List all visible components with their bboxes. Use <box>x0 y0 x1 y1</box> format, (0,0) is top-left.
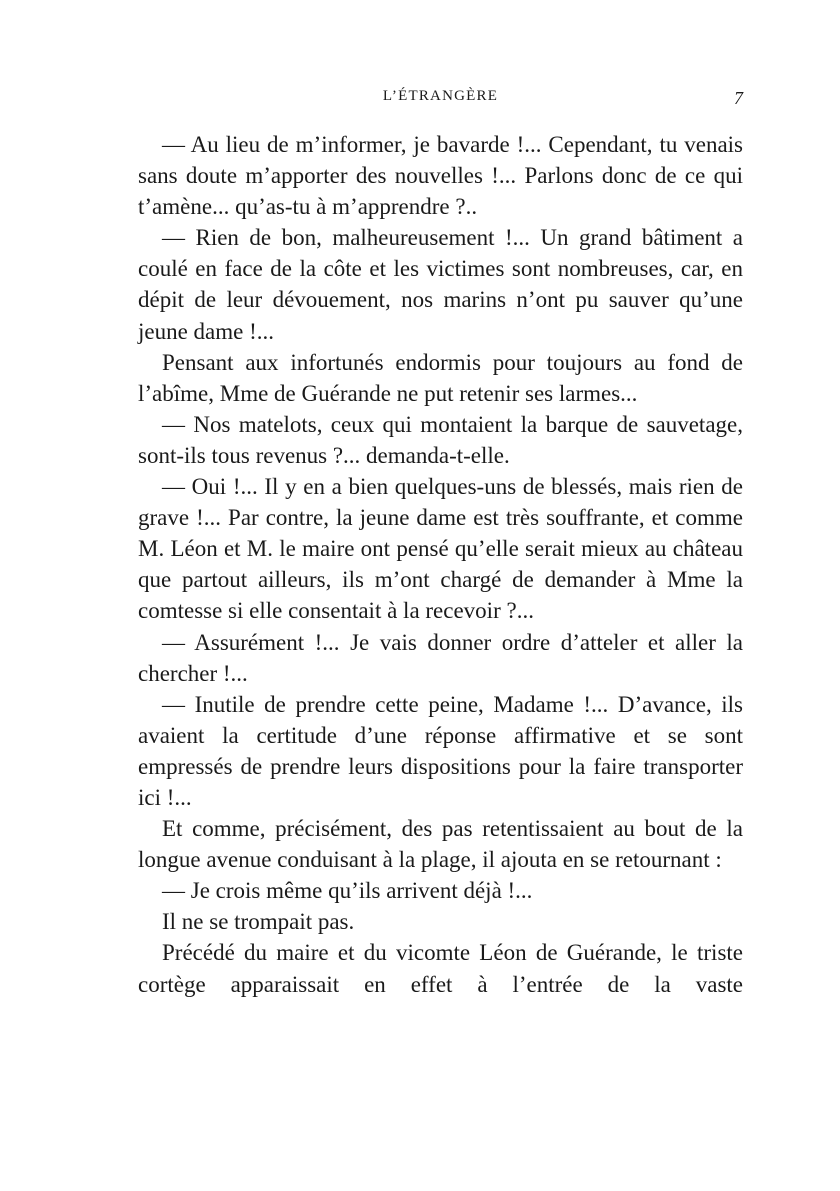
running-header <box>138 88 743 110</box>
paragraph-8: Et comme, précisément, des pas retentissaient au bout de la longue avenue conduisant à la plage, il ajouta en se retournant : <box>138 816 743 873</box>
paragraph-10: Il ne se trompait pas. <box>162 909 355 935</box>
paragraph-4: — Nos matelots, ceux qui montaient la barque de sauvetage, sont-ils tous revenus ?... demanda-t-elle. <box>138 411 743 468</box>
page-number: 7 <box>734 88 743 108</box>
paragraph-2: — Rien de bon, malheureusement !... Un grand bâtiment a coulé en face de la côte et les victimes sont nombreuses, car, en dépit de leur dévouement, nos marins n’ont pu sauver qu’une jeune dame !... <box>138 225 743 344</box>
running-title: L’ÉTRANGÈRE <box>382 88 499 104</box>
paragraph-7: — Inutile de prendre cette peine, Madame !... D’avance, ils avaient la certitude d’une réponse affirmative et se sont empressés de prendre leurs dispositions pour la faire transporter ici !... <box>138 691 743 810</box>
body-text <box>138 129 743 1000</box>
paragraph-11: Précédé du maire et du vicomte Léon de Guérande, le triste cortège apparaissait en effet à l’entrée de la vaste <box>138 940 743 997</box>
paragraph-5: — Oui !... Il y en a bien quelques-uns de blessés, mais rien de grave !... Par contre, la jeune dame est très souffrante, et comme M. Léon et M. le maire ont pensé qu’elle serait mieux au château que partout ailleurs, ils m’ont chargé de demander à Mme la comtesse si elle consentait à la recevoir ?... <box>138 474 743 624</box>
paragraph-3: Pensant aux infortunés endormis pour toujours au fond de l’abîme, Mme de Guérande ne put retenir ses larmes... <box>138 349 743 406</box>
paragraph-9: — Je crois même qu’ils arrivent déjà !... <box>162 878 533 904</box>
paragraph-6: — Assurément !... Je vais donner ordre d’atteler et aller la chercher !... <box>138 629 743 686</box>
paragraph-1: — Au lieu de m’informer, je bavarde !... Cependant, tu venais sans doute m’apporter des nouvelles !... Parlons donc de ce qui t’amène... qu’as-tu à m’apprendre ?.. <box>138 132 743 220</box>
